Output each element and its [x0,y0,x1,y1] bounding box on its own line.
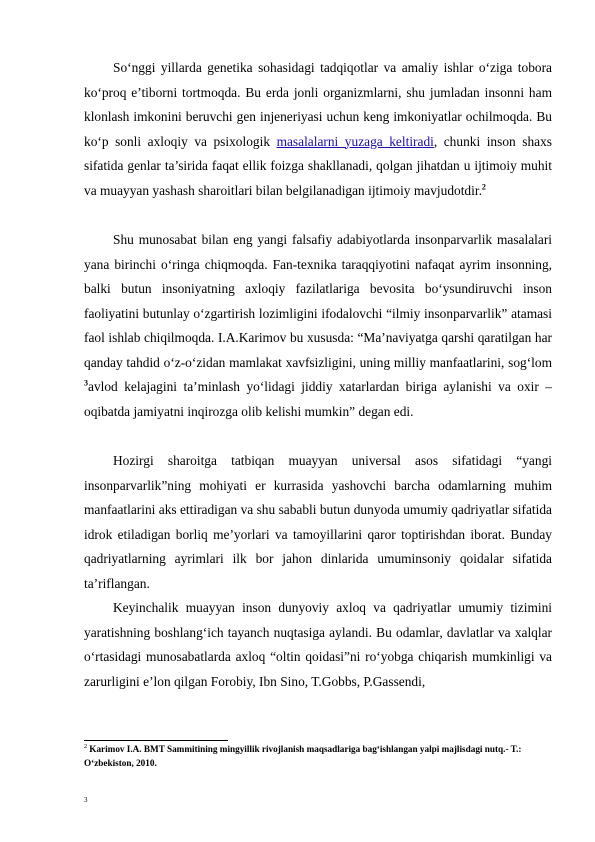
paragraph-2 [84,228,552,424]
footnote-2-text: Karimov I.A. BMT Sammitining mingyillik rivojlanish maqsadlariga bag‘ishlangan yalpi majlisdagi nutq.- T.: O‘zbekiston, 2010. [84,744,522,768]
footnote-separator [84,740,228,741]
footnote-2-mark: 2 [84,743,87,750]
paragraph-3: Hozirgi sharoitga tatbiqan muayyan universal asos sifatidagi “yangi insonparvarlik”ning mohiyati er kurrasida yashovchi barcha odamlarning muhim manfaatlarini aks ettiradigan va shu sababli butun dunyoda umumiy qadriyatlar sifatida idrok etiladigan borliq me’yorlari va tamoyillarini qaror toptirishdan iborat. Bunday qadriyatlarning ayrimlari ilk bor jahon dinlarida umuminsoniy qoidalar sifatida ta’riflangan. [84,453,552,591]
footnote-3-mark: 3 [84,796,88,804]
paragraph-1-text-start: So‘nggi yillarda genetika sohasidagi tadqiqotlar va amaliy ishlar o‘ziga tobora ko‘proq e’tiborni tortmoqda. Bu erda jonli organizmlarni, shu jumladan insonni ham klonlash imkonini beruvchi gen injeneriyasi uchun keng imkoniyatlar ochilmoqda. Bu ko‘p sonli axloqiy va psixologik [84,60,552,149]
paragraph-2-text-start: Shu munosabat bilan eng yangi falsafiy adabiyotlarda insonparvarlik masalalari yana birinchi o‘ringa chiqmoqda. Fan-texnika taraqqiyotini nafaqat ayrim insonning, balki butun insoniyatning axloqiy fazilatlariga bevosita bo‘ysundiruvchi inson faoliyatini butunlay o‘zgartirish lozimligini ifodalovchi “ilmiy insonparvarlik” atamasi faol ishlab chiqilmoqda. I.A.Karimov bu xususda: “Ma’naviyatga qarshi qaratilgan har qanday tahdid o‘z-o‘zidan mamlakat xavfsizligini, uning milliy manfaatlarini, sog‘lom [84,232,552,370]
paragraph-2-text-end: avlod kelajagini ta’minlash yo‘lidagi jiddiy xatarlardan biriga aylanishi va oxir – oqibatda jamiyatni inqirozga olib kelishi mumkin” degan edi. [84,379,552,419]
footnote-2 [84,743,552,770]
paragraph-1-text-end: , chunki inson shaxs sifatida genlar ta’sirida faqat ellik foizga shakllanadi, qolgan jihatdan u ijtimoiy muhit va muayyan yashash sharoitlari bilan belgilanadigan ijtimoiy mavjudotdir. [84,133,552,198]
masalalar-link[interactable]: masalalarni yuzaga keltiradi [276,133,434,149]
paragraph-1 [84,56,552,203]
footnote-ref-3: 3 [84,378,88,388]
paragraph-4: Keyinchalik muayyan inson dunyoviy axloq va qadriyatlar umumiy tizimini yaratishning boshlang‘ich tayanch nuqtasiga aylandi. Bu odamlar, davlatlar va xalqlar o‘rtasidagi munosabatlarda axloq “oltin qoidasi”ni ro‘yobga chiqarish mumkinligi va zarurligini e’lon qilgan Forobiy, Ibn Sino, T.Gobbs, P.Gassendi, [84,600,552,689]
footnote-ref-2: 2 [481,182,486,192]
